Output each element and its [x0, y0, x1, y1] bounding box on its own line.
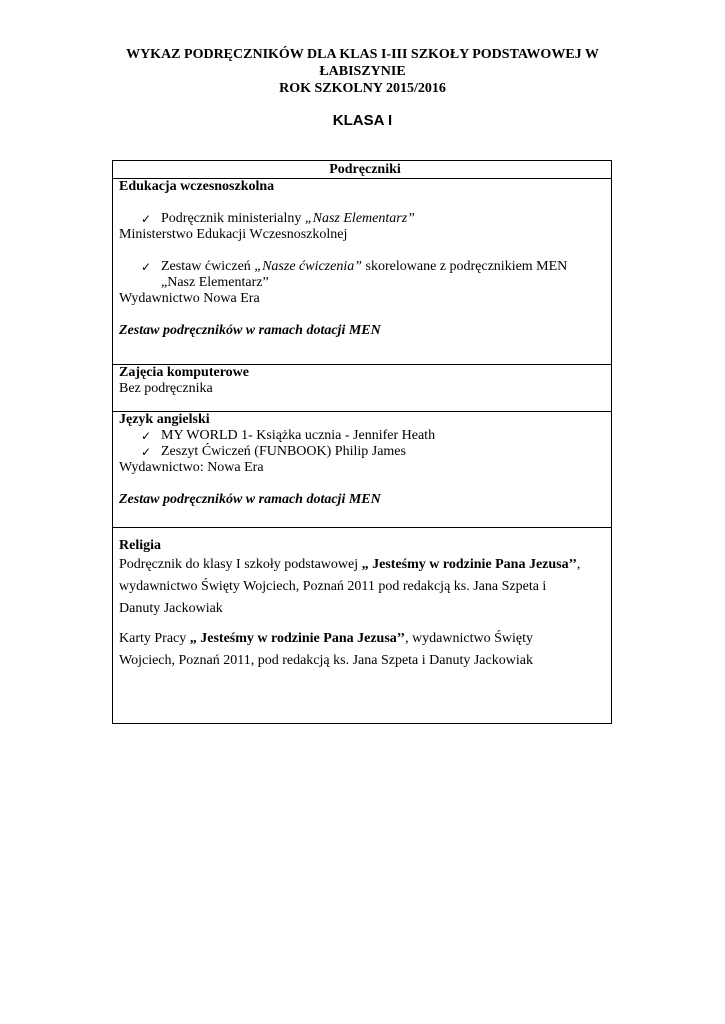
section-title-angielski: Język angielski	[119, 412, 210, 427]
checkmark-icon: ✓	[141, 212, 152, 226]
item-text: MY WORLD 1- Książka ucznia - Jennifer Heath	[161, 428, 436, 443]
checkmark-icon: ✓	[141, 260, 152, 274]
item-title: „Nasze ćwiczenia”	[254, 259, 363, 274]
section-edukacja	[113, 178, 611, 364]
document-header	[0, 46, 725, 97]
header-line-2: ŁABISZYNIE	[319, 64, 406, 79]
item-text: skorelowane z podręcznikiem MEN	[362, 259, 568, 274]
list-item	[119, 211, 611, 227]
section-religia	[113, 527, 611, 723]
paragraph-text: , wydawnictwo Święty	[405, 631, 533, 646]
list-item	[119, 428, 611, 444]
section-title-edukacja: Edukacja wczesnoszkolna	[119, 179, 275, 194]
section-title-komputerowe: Zajęcia komputerowe	[119, 365, 249, 380]
paragraph-text: ,	[576, 557, 581, 572]
publisher-text: Ministerstwo Edukacji Wczesnoszkolnej	[119, 227, 348, 242]
class-title: KLASA I	[332, 112, 393, 129]
section-komputerowe	[113, 364, 611, 411]
paragraph-text: wydawnictwo Święty Wojciech, Poznań 2011 pod redakcją ks. Jana Szpeta i	[119, 579, 547, 594]
men-note: Zestaw podręczników w ramach dotacji MEN	[119, 323, 381, 338]
list-item	[119, 259, 611, 275]
religia-paragraph-1	[119, 554, 611, 620]
paragraph-text: Wojciech, Poznań 2011, pod redakcją ks. Jana Szpeta i Danuty Jackowiak	[119, 653, 533, 668]
men-note: Zestaw podręczników w ramach dotacji MEN	[119, 492, 381, 507]
checkmark-icon: ✓	[141, 445, 152, 459]
item-text: Zeszyt Ćwiczeń (FUNBOOK) Philip James	[161, 444, 406, 459]
item-continuation: „Nasz Elementarz”	[161, 275, 269, 290]
paragraph-text: Danuty Jackowiak	[119, 601, 223, 616]
section-text: Bez podręcznika	[119, 381, 213, 396]
checkmark-icon: ✓	[141, 429, 152, 443]
item-text: Podręcznik ministerialny	[161, 211, 305, 226]
item-text: Zestaw ćwiczeń	[161, 259, 255, 274]
paragraph-text: Podręcznik do klasy I szkoły podstawowej	[119, 557, 362, 572]
item-title: „Nasz Elementarz”	[304, 211, 415, 226]
table-header: Podręczniki	[329, 162, 401, 177]
book-title: „ Jesteśmy w rodzinie Pana Jezusa’’	[189, 631, 406, 646]
header-line-1: WYKAZ PODRĘCZNIKÓW DLA KLAS I-III SZKOŁY PODSTAWOWEJ W	[126, 47, 599, 62]
publisher-text: Wydawnictwo Nowa Era	[119, 291, 260, 306]
paragraph-text: Karty Pracy	[119, 631, 190, 646]
section-title-religia: Religia	[119, 538, 161, 553]
book-title: „ Jesteśmy w rodzinie Pana Jezusa’’	[361, 557, 577, 572]
section-angielski	[113, 411, 611, 527]
header-line-3: ROK SZKOLNY 2015/2016	[279, 81, 446, 96]
textbook-table	[112, 160, 612, 724]
religia-paragraph-2	[119, 628, 611, 672]
publisher-text: Wydawnictwo: Nowa Era	[119, 460, 264, 475]
list-item	[119, 444, 611, 460]
